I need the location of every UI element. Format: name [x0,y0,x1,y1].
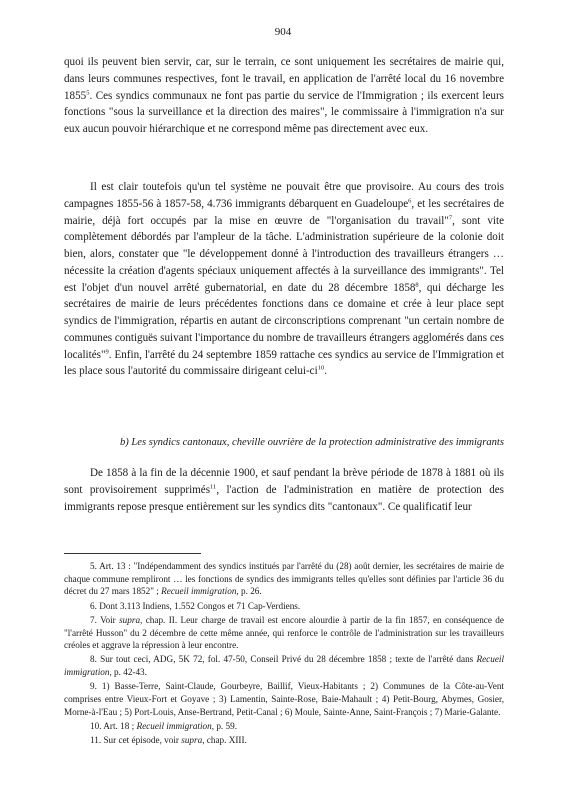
footnote-text: 7. Voir [90,614,120,625]
footnote-text: , p. 42-43. [109,667,147,678]
footnote-ref: 10 [317,364,325,372]
text-run: . Ces syndics communaux ne font pas partie du service de l'Immigration ; ils exercent leurs fonctions "sous la surveillance et la direction des maires", le commissaire à l'immigration n'a sur eux aucun pouvoir hiérarchique et ne correspond même pas directement avec eux. [64,89,504,135]
footnote-citation: Recueil immigration [161,586,237,597]
footnote-7 [64,614,504,652]
section-heading: b) Les syndics cantonaux, cheville ouvrière de la protection administrative des immigrants [119,437,504,448]
footnote-ref: 6 [408,197,412,205]
text-run: , l'action de l'administration en matière de protection des immigrants repose presque entièrement sur les syndics dits "cantonaux". Ce qualificatif leur [64,483,504,513]
footnote-ref: 5 [86,88,90,96]
footnote-divider [64,553,201,554]
footnote-6: 6. Dont 3.113 Indiens, 1.552 Congos et 71 Cap-Verdiens. [90,600,301,611]
footnote-ref: 9 [105,347,109,355]
body-paragraph-2 [64,179,504,380]
footnote-5 [64,560,504,598]
footnote-11 [64,734,504,747]
text-run: . Enfin, l'arrêté du 24 septembre 1859 rattache ces syndics au service de l'Immigration et les place sous l'autorité du commissaire dirigeant celui-ci [64,348,504,378]
footnote-text: , chap. II. Leur charge de travail est encore alourdie à partir de la fin 1857, en conséquence de "l'arrêté Husson" du 2 décembre de cette même année, qui renforce le contrôle de l'administration sur les travailleurs créoles et aggrave la répression à leur encontre. [64,614,504,651]
footnote-text: 11. Sur cet épisode, voir [90,735,182,746]
footnote-ref: 7 [448,213,453,221]
footnote-text: , chap. XIII. [202,735,247,746]
text-run: quoi ils peuvent bien servir, car, sur le terrain, ce sont uniquement les secrétaires de mairie qui, dans leurs communes respectives, font le travail, en application de l'arrêté local du 16 novembre 1855 [64,56,504,102]
text-run: , sont vite complètement débordés par l'ampleur de la tâche. L'administration supérieure de la colonie doit bien, alors, constater que "le développement donné à l'introduction des travailleurs étrangers … nécessite la création d'agents spéciaux uniquement affectés à la surveillance des immigrants". Tel est l'objet d'un nouvel arrêté gubernatorial, en date du 28 décembre 1858 [64,214,504,294]
footnote-10 [64,720,504,733]
footnote-9: 9. 1) Basse-Terre, Saint-Claude, Gourbeyre, Baillif, Vieux-Habitants ; 2) Communes de la Côte-au-Vent comprises entre Vieux-Fort et Goyave ; 3) Lamentin, Sainte-Rose, Baie-Mahault ; 4) Petit-Bourg, Abymes, Gosier, Morne-à-l'Eau ; 5) Port-Louis, Anse-Bertrand, Petit-Canal ; 6) Moule, Sainte-Anne, Saint-François ; 7) Marie-Galante. [64,681,504,717]
text-run: De 1858 à la fin de la décennie 1900, et sauf pendant la brève période de 1878 à 1881 où ils sont provisoirement supprimés [64,467,504,496]
footnote-text: 5. Art. 13 : "Indépendamment des syndics institués par l'arrêté du (28) août dernier, les secrétaires de mairie de chaque commune rempliront … les fonctions de syndics des immigrants telles qu'elles sont définies par l'article 36 du décret du 27 mars 1852" ; [64,561,504,597]
text-run: , et les secrétaires de mairie, déjà fort occupés par la mise en œuvre de "l'organisation du travail" [64,197,504,227]
footnote-ref: 8 [415,280,419,288]
footnote-text: , p. 26. [236,586,262,597]
text-run: . [324,365,327,378]
text-run: Il est clair toutefois qu'un tel système ne pouvait être que provisoire. Au cours des trois campagnes 1855-56 à 1857-58, 4.736 immigrants débarquent en Guadeloupe [64,181,504,210]
body-paragraph-3 [64,465,504,515]
footnote-citation: Recueil immigration [64,654,504,678]
footnote-text: 8. Sur tout ceci, ADG, 5K 72, fol. 47-50, Conseil Privé du 28 décembre 1858 ; texte de l'arrêté dans [90,654,477,665]
footnote-citation: Recueil immigration [136,720,212,731]
page-number: 904 [274,26,292,38]
body-paragraph-1 [64,54,504,138]
footnotes [64,560,504,748]
footnote-text: , p. 59. [211,720,237,731]
footnote-citation: supra [181,735,203,746]
text-run: , qui décharge les secrétaires de mairie de leurs précédentes fonctions dans ce domaine et crée à leur place sept syndics de l'immigration, répartis en autant de circonscriptions comprenant "un certain nombre de communes contiguës suivant l'importance du nombre de travailleurs étrangers agglomérés dans ces localités" [64,281,504,361]
footnote-ref: 11 [210,483,217,491]
footnote-text: 10. Art. 18 ; [90,720,137,731]
footnote-8 [64,653,504,678]
footnote-citation: supra [119,614,141,625]
